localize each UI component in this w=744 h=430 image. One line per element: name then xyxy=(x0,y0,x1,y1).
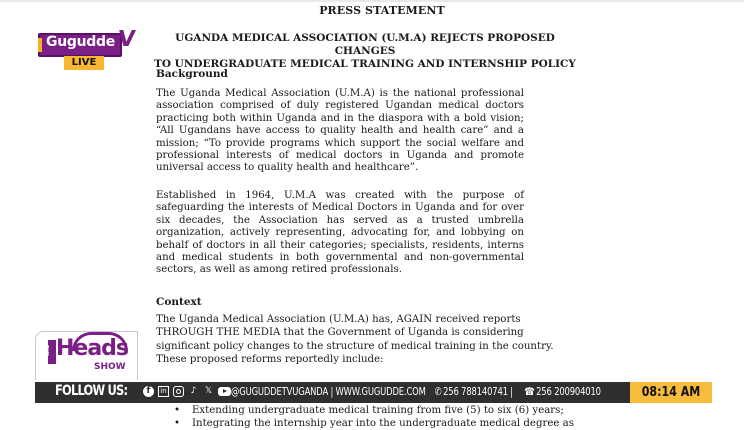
youtube-icon xyxy=(218,387,231,396)
context-line-3: significant policy changes to the structure of medical training in the country. xyxy=(156,340,554,352)
background-paragraph-1: The Uganda Medical Association (U.M.A) is the national professional association comprised of duly registered Ugandan medical doctors practicing both within Uganda and in the diaspora with a bold vision; “All Ugandans have access to quality health and health care” and a mission; “To provide programs which support the social welfare and professional interests of medical doctors in Uganda and promote universal access to quality health and healthcare”. xyxy=(156,88,524,174)
press-statement-label: PRESS STATEMENT xyxy=(319,4,445,17)
facebook-icon: f xyxy=(143,386,154,397)
heads-show-logo xyxy=(35,331,138,380)
logo-name: Gugudde xyxy=(46,34,115,50)
follow-us-label: FOLLOW US: xyxy=(55,383,128,399)
context-paragraph xyxy=(156,313,596,367)
website: WWW.GUGUDDE.COM xyxy=(335,386,426,398)
context-heading: Context xyxy=(156,296,202,308)
logo-show: SHOW xyxy=(94,362,126,372)
logo-heads: Heads xyxy=(56,336,129,361)
contact-info: @GUGUDDETVUGANDA | WWW.GUGUDDE.COM ✆ 256 788140741 | ☎ 256 200904010 xyxy=(231,386,601,398)
clock-badge xyxy=(630,382,712,403)
phone-number: 256 200904010 xyxy=(536,386,601,398)
phone-icon: ☎ xyxy=(524,386,535,398)
document-headline xyxy=(150,32,580,71)
reform-item: • Extending undergraduate medical training from five (5) to six (6) years; xyxy=(170,404,610,417)
context-line-1: The Uganda Medical Association (U.M.A) has, AGAIN received reports xyxy=(156,314,521,325)
live-badge: LIVE xyxy=(64,56,104,70)
whatsapp-icon: ✆ xyxy=(434,386,442,398)
clock-time: 08:14 AM xyxy=(641,385,701,400)
background-heading: Background xyxy=(156,68,228,80)
logo-the: the xyxy=(44,344,52,357)
headline-line-1: UGANDA MEDICAL ASSOCIATION (U.M.A) REJECTS PROPOSED CHANGES xyxy=(175,32,555,57)
logo-tv: V xyxy=(116,27,137,52)
context-line-2: THROUGH THE MEDIA that the Government of Uganda is considering xyxy=(156,327,524,339)
x-icon: 𝕏 xyxy=(204,386,213,396)
reform-item: • Integrating the internship year into the undergraduate medical degree as xyxy=(170,417,610,430)
linkedin-icon: in xyxy=(158,386,169,397)
follow-us-ticker xyxy=(35,382,630,403)
gugudde-tv-logo xyxy=(36,27,136,73)
headline-line-2: TO UNDERGRADUATE MEDICAL TRAINING AND INTERNSHIP POLICY xyxy=(154,58,576,70)
tiktok-icon: ♪ xyxy=(190,386,197,396)
reforms-list xyxy=(170,404,610,430)
whatsapp-number: 256 788140741 xyxy=(443,386,508,398)
social-icons xyxy=(143,386,231,397)
social-handle: @GUGUDDETVUGANDA xyxy=(231,386,329,398)
context-line-4: These proposed reforms reportedly include: xyxy=(156,354,384,366)
instagram-icon xyxy=(173,386,184,397)
background-paragraph-2: Established in 1964, U.M.A was created with the purpose of safeguarding the interests of Medical Doctors in Uganda and for over six decades, the Association has served as a trusted umbrella organization, actively representing, advocating for, and lobbying on behalf of doctors in all their categories; specialists, residents, interns and medical students in both governmental and non-governmental sectors, as well as among retired professionals. xyxy=(156,190,524,276)
